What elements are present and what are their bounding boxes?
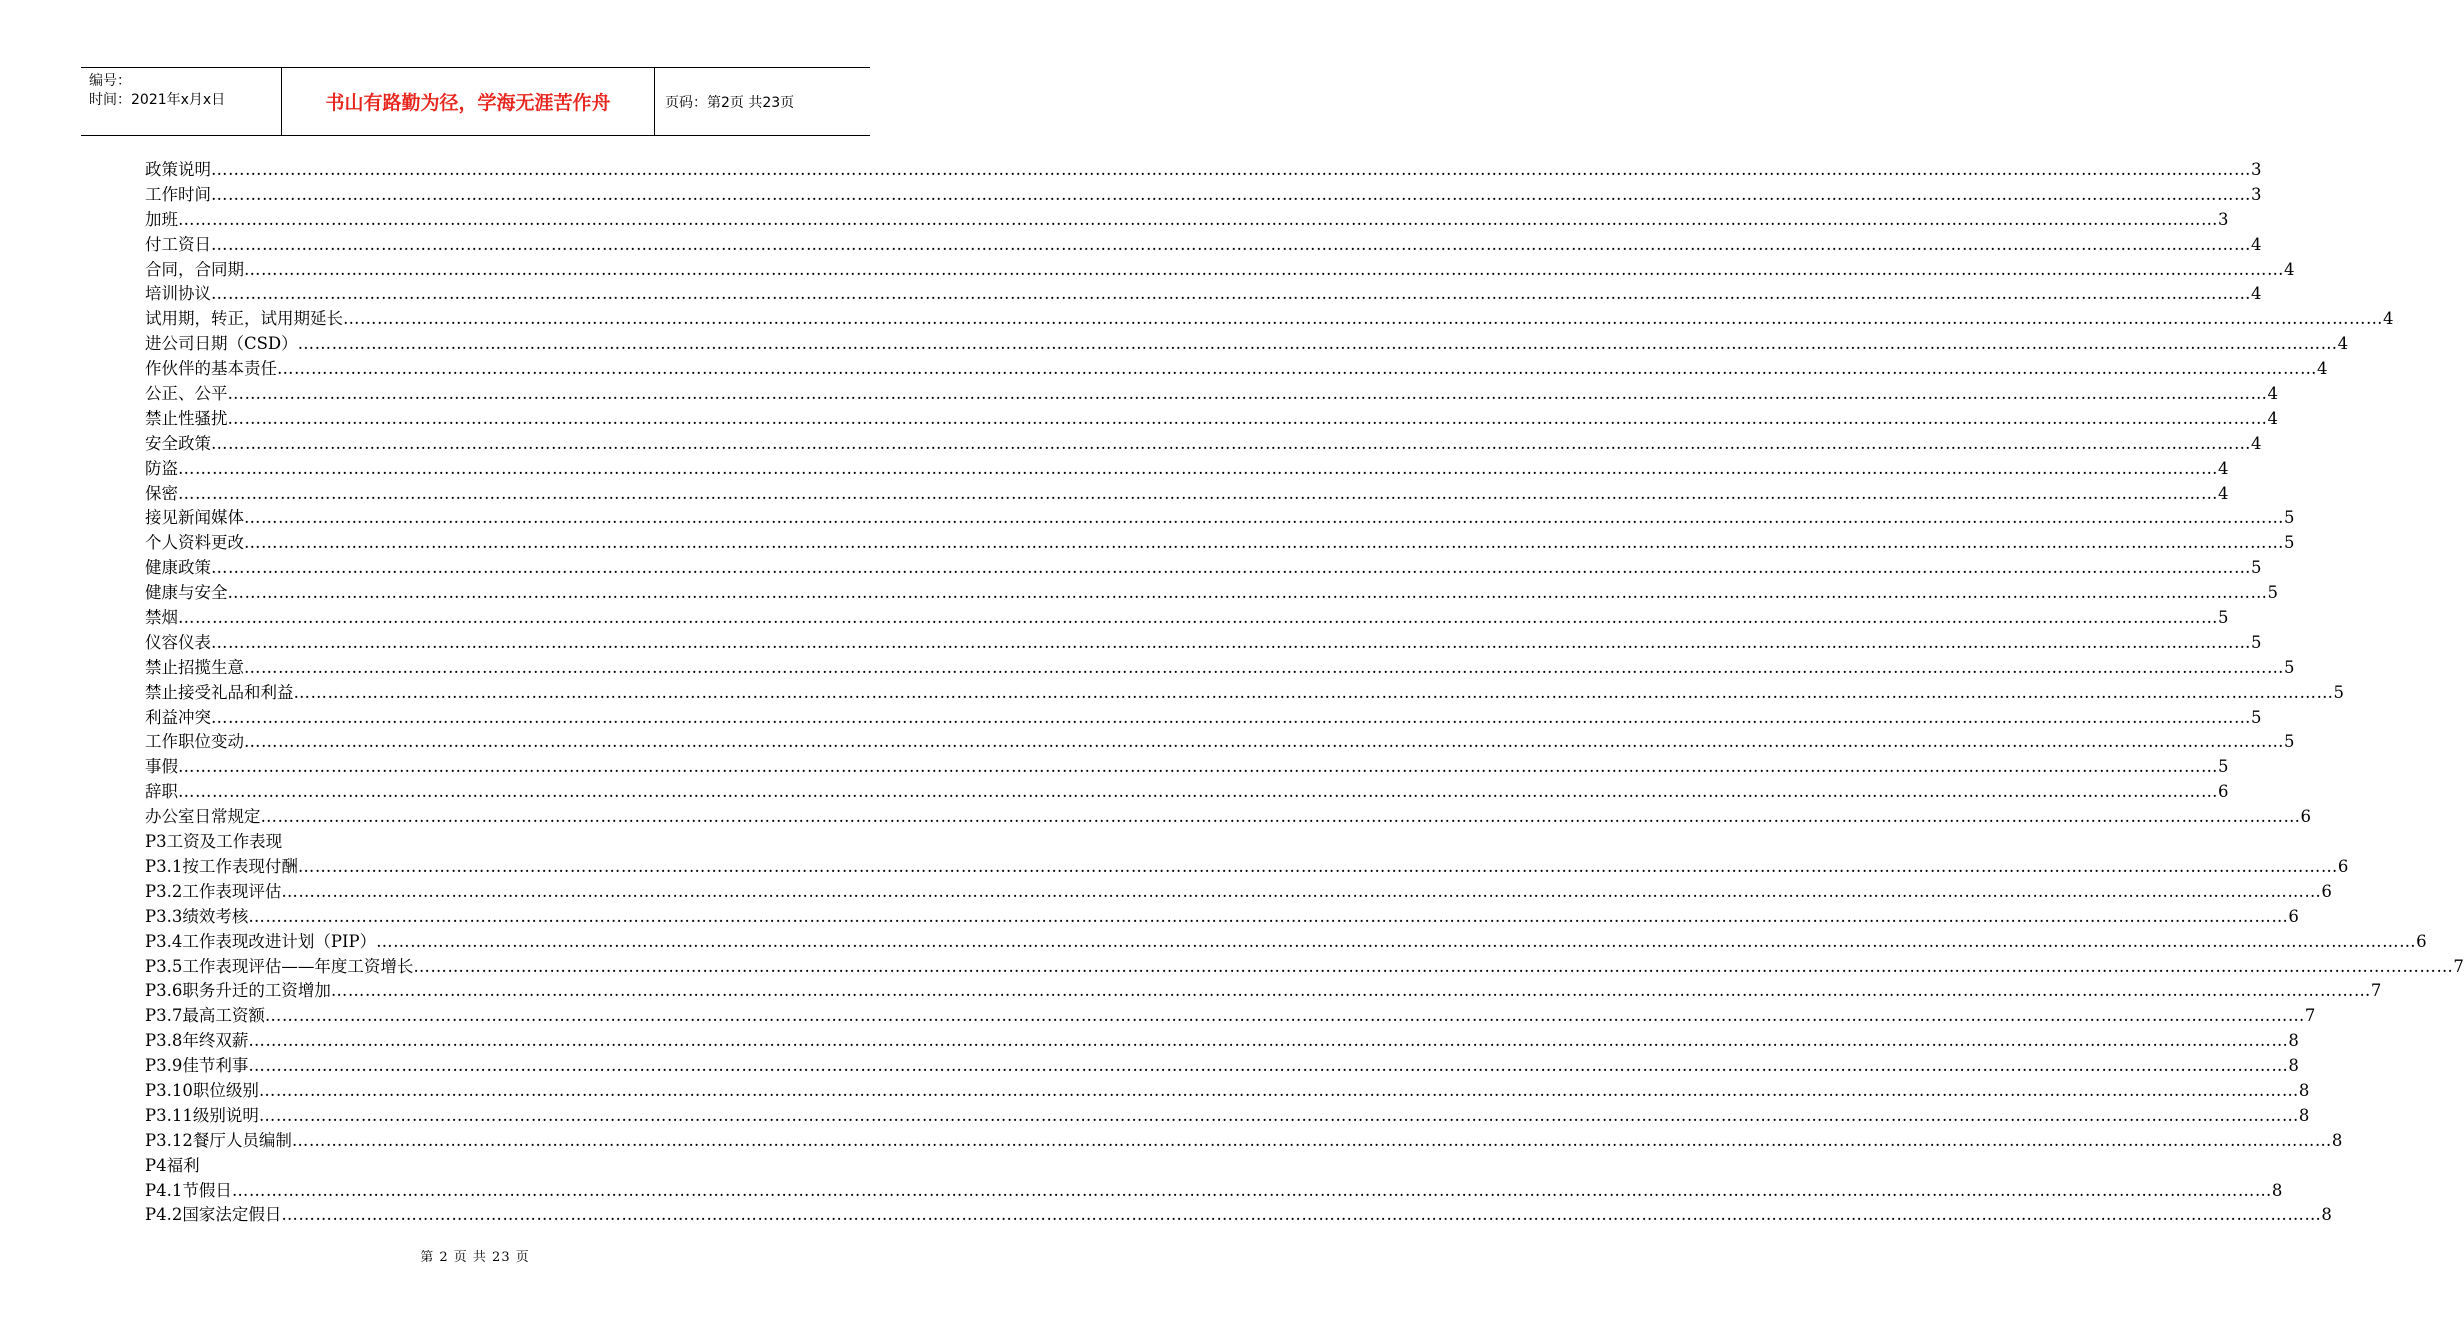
toc-page-number: 3 bbox=[2251, 160, 2262, 179]
toc-entry bbox=[145, 681, 2344, 706]
toc-leader-dots: ……………………………………………………………………………………………………………………………………………………………………………………………………………………………………………………………………………………………………………………………… bbox=[281, 881, 2322, 901]
toc-entry-label: 个人资料更改 bbox=[145, 533, 244, 553]
toc-leader-dots: ……………………………………………………………………………………………………………………………………………………………………………………………………………………………………………………………………………………………………………………………… bbox=[178, 209, 2218, 229]
toc-page-number: 6 bbox=[2218, 782, 2229, 802]
toc-page-number: 5 bbox=[2284, 732, 2295, 752]
toc-leader-dots: ……………………………………………………………………………………………………………………………………………………………………………………………………………………………………………………………………………………………………………………………… bbox=[291, 1130, 2332, 1150]
toc-entry bbox=[145, 1004, 2316, 1029]
toc-entry bbox=[145, 979, 2382, 1004]
toc-entry bbox=[145, 482, 2229, 507]
toc-leader-dots: ……………………………………………………………………………………………………………………………………………………………………………………………………………………………………………………………………………………………………………………………… bbox=[211, 558, 2251, 578]
toc-entry bbox=[145, 382, 2278, 407]
toc-leader-dots: ……………………………………………………………………………………………………………………………………………………………………………………………………………………………………………………………………………………………………………………………… bbox=[277, 359, 2317, 379]
toc-page-number: 8 bbox=[2298, 1080, 2310, 1100]
toc-entry bbox=[145, 357, 2328, 382]
toc-leader-dots: ……………………………………………………………………………………………………………………………………………………………………………………………………………………………………………………………………………………………………………………………… bbox=[227, 384, 2268, 404]
toc-entry-label: P3.7最高工资额 bbox=[145, 1006, 265, 1026]
toc-leader-dots: ……………………………………………………………………………………………………………………………………………………………………………………………………………………………………………………………………………………………………………………………… bbox=[211, 707, 2251, 727]
toc-leader-dots: ……………………………………………………………………………………………………………………………………………………………………………………………………………………………………………………………………………………………………………………………… bbox=[260, 807, 2301, 827]
toc-entry bbox=[145, 233, 2262, 258]
toc-page-number: 8 bbox=[2298, 1105, 2310, 1125]
toc-page-number: 4 bbox=[2337, 334, 2349, 354]
header-motto: 书山有路勤为径，学海无涯苦作舟 bbox=[282, 68, 655, 135]
toc-leader-dots: ……………………………………………………………………………………………………………………………………………………………………………………………………………………………………………………………………………………………………………………………… bbox=[413, 956, 2454, 976]
toc-page-number: 5 bbox=[2333, 682, 2344, 702]
toc-heading-label: P3工资及工作表现 bbox=[145, 832, 283, 852]
toc-leader-dots: ……………………………………………………………………………………………………………………………………………………………………………………………………………………………………………………………………………………………………………………………… bbox=[244, 259, 2284, 279]
toc-entry bbox=[145, 706, 2262, 731]
toc-leader-dots: ……………………………………………………………………………………………………………………………………………………………………………………………………………………………………………………………………………………………………………………………… bbox=[211, 632, 2251, 652]
toc-entry bbox=[145, 258, 2295, 283]
toc-entry-label: P3.3绩效考核 bbox=[145, 906, 249, 926]
toc-page-number: 4 bbox=[2284, 259, 2295, 279]
toc-entry-label: P3.2工作表现评估 bbox=[145, 881, 282, 901]
toc-entry bbox=[145, 208, 2229, 233]
toc-entry-label: 健康与安全 bbox=[145, 583, 228, 603]
toc-page-number: 5 bbox=[2284, 508, 2295, 528]
toc-page-number: 4 bbox=[2267, 408, 2278, 428]
toc-leader-dots: ……………………………………………………………………………………………………………………………………………………………………………………………………………………………………………………………………………………………………………………………… bbox=[211, 433, 2251, 453]
toc-entry bbox=[145, 1054, 2299, 1079]
toc-entry-label: 仪容仪表 bbox=[145, 632, 211, 652]
toc-entry-label: P3.4工作表现改进计划（PIP） bbox=[145, 931, 377, 951]
toc-entry-label: P3.6职务升迁的工资增加 bbox=[145, 981, 331, 1001]
toc-entry bbox=[145, 780, 2229, 805]
header-meta bbox=[81, 68, 282, 135]
toc-entry-label: P3.12餐厅人员编制 bbox=[145, 1130, 292, 1150]
toc-page-number: 4 bbox=[2317, 359, 2328, 379]
toc-entry-label: 禁止性骚扰 bbox=[145, 408, 228, 428]
toc-leader-dots: ……………………………………………………………………………………………………………………………………………………………………………………………………………………………………………………………………………………………………………………………… bbox=[297, 856, 2338, 876]
toc-entry bbox=[145, 531, 2295, 556]
toc-entry-label: 辞职 bbox=[145, 782, 178, 802]
toc-page-number: 4 bbox=[2218, 458, 2229, 478]
toc-entry-label: P3.10职位级别 bbox=[145, 1080, 259, 1100]
toc-page-number: 5 bbox=[2218, 757, 2229, 777]
toc-page-number: 8 bbox=[2288, 1056, 2299, 1076]
toc-entry-label: 工作时间 bbox=[145, 184, 211, 204]
toc-page-number: 5 bbox=[2284, 657, 2295, 677]
toc-page-number: 4 bbox=[2251, 234, 2262, 254]
toc-entry-label: 禁止招揽生意 bbox=[145, 657, 244, 677]
toc-leader-dots: ……………………………………………………………………………………………………………………………………………………………………………………………………………………………………………………………………………………………………………………………… bbox=[297, 334, 2338, 354]
toc-page-number: 6 bbox=[2288, 906, 2299, 926]
toc-entry bbox=[145, 581, 2278, 606]
toc-leader-dots: ……………………………………………………………………………………………………………………………………………………………………………………………………………………………………………………………………………………………………………………………… bbox=[178, 608, 2218, 628]
toc-leader-dots: ……………………………………………………………………………………………………………………………………………………………………………………………………………………………………………………………………………………………………………………………… bbox=[227, 583, 2268, 603]
toc-leader-dots: ……………………………………………………………………………………………………………………………………………………………………………………………………………………………………………………………………………………………………………………………… bbox=[244, 533, 2284, 553]
toc-page-number: 3 bbox=[2218, 209, 2229, 229]
toc-entry-label: P4.2国家法定假日 bbox=[145, 1205, 282, 1225]
toc-leader-dots: ……………………………………………………………………………………………………………………………………………………………………………………………………………………………………………………………………………………………………………………………… bbox=[330, 981, 2371, 1001]
toc-leader-dots: ……………………………………………………………………………………………………………………………………………………………………………………………………………………………………………………………………………………………………………………………… bbox=[244, 508, 2284, 528]
toc-entry bbox=[145, 506, 2295, 531]
number-label: 编号： bbox=[89, 73, 131, 89]
toc-entry-label: 安全政策 bbox=[145, 433, 211, 453]
toc-leader-dots: ……………………………………………………………………………………………………………………………………………………………………………………………………………………………………………………………………………………………………………………………… bbox=[293, 682, 2334, 702]
toc-entry-label: P3.11级别说明 bbox=[145, 1105, 259, 1125]
toc-heading-label: P4福利 bbox=[145, 1155, 200, 1175]
page-footer: 第 2 页 共 23 页 bbox=[420, 1250, 530, 1265]
toc-leader-dots: ……………………………………………………………………………………………………………………………………………………………………………………………………………………………………………………………………………………………………………………………… bbox=[258, 1105, 2299, 1125]
toc-entry-label: 政策说明 bbox=[145, 160, 211, 179]
toc-entry-label: 付工资日 bbox=[145, 234, 211, 254]
toc-entry-label: P3.5工作表现评估——年度工资增长 bbox=[145, 956, 414, 976]
toc-leader-dots: ……………………………………………………………………………………………………………………………………………………………………………………………………………………………………………………………………………………………………………………………… bbox=[178, 757, 2218, 777]
toc-entry bbox=[145, 1129, 2343, 1154]
toc-page-number: 6 bbox=[2321, 881, 2332, 901]
toc-leader-dots: ……………………………………………………………………………………………………………………………………………………………………………………………………………………………………………………………………………………………………………………………… bbox=[248, 906, 2289, 926]
toc-entry bbox=[145, 656, 2295, 681]
toc-page-number: 4 bbox=[2251, 284, 2262, 304]
toc-leader-dots: ……………………………………………………………………………………………………………………………………………………………………………………………………………………………………………………………………………………………………………………………… bbox=[211, 160, 2251, 179]
toc-entry bbox=[145, 1079, 2310, 1104]
toc-page-number: 8 bbox=[2321, 1205, 2332, 1225]
toc-entry bbox=[145, 1104, 2310, 1129]
toc-leader-dots: ……………………………………………………………………………………………………………………………………………………………………………………………………………………………………………………………………………………………………………………………… bbox=[248, 1031, 2289, 1051]
toc-entry bbox=[145, 457, 2229, 482]
toc-entry bbox=[145, 407, 2278, 432]
toc-page-number: 5 bbox=[2267, 583, 2278, 603]
toc-entry-label: 作伙伴的基本责任 bbox=[145, 359, 277, 379]
toc-entry bbox=[145, 556, 2262, 581]
toc-page-number: 3 bbox=[2251, 184, 2262, 204]
toc-leader-dots: ……………………………………………………………………………………………………………………………………………………………………………………………………………………………………………………………………………………………………………………………… bbox=[281, 1205, 2322, 1225]
header-page-info: 页码：第2页 共23页 bbox=[665, 94, 795, 111]
toc-entry-label: 公正、公平 bbox=[145, 384, 228, 404]
toc-leader-dots: ……………………………………………………………………………………………………………………………………………………………………………………………………………………………………………………………………………………………………………………………… bbox=[343, 309, 2383, 329]
toc-page-number: 6 bbox=[2337, 856, 2349, 876]
toc-page-number: 5 bbox=[2251, 632, 2262, 652]
toc-entry-label: 工作职位变动 bbox=[145, 732, 244, 752]
page-header bbox=[81, 67, 870, 136]
toc-page-number: 6 bbox=[2416, 931, 2427, 951]
toc-entry bbox=[145, 955, 2464, 980]
toc-entry bbox=[145, 1029, 2299, 1054]
toc-page-number: 8 bbox=[2288, 1031, 2299, 1051]
toc-entry bbox=[145, 307, 2394, 332]
toc-leader-dots: ……………………………………………………………………………………………………………………………………………………………………………………………………………………………………………………………………………………………………………………………… bbox=[211, 284, 2251, 304]
toc-entry-label: 事假 bbox=[145, 757, 178, 777]
toc-leader-dots: ……………………………………………………………………………………………………………………………………………………………………………………………………………………………………………………………………………………………………………………………… bbox=[244, 657, 2284, 677]
toc-leader-dots: ……………………………………………………………………………………………………………………………………………………………………………………………………………………………………………………………………………………………………………………………… bbox=[178, 483, 2218, 503]
toc-entry bbox=[145, 1179, 2283, 1204]
toc-entry bbox=[145, 432, 2262, 457]
toc-entry-label: 合同，合同期 bbox=[145, 259, 244, 279]
toc-page-number: 7 bbox=[2370, 981, 2382, 1001]
toc-entry bbox=[145, 805, 2311, 830]
toc-page-number: 7 bbox=[2304, 1006, 2316, 1026]
toc-entry bbox=[145, 1203, 2332, 1228]
toc-page-number: 4 bbox=[2267, 384, 2278, 404]
toc-page-number: 4 bbox=[2383, 309, 2394, 329]
toc-entry bbox=[145, 158, 2262, 183]
toc-leader-dots: ……………………………………………………………………………………………………………………………………………………………………………………………………………………………………………………………………………………………………………………………… bbox=[248, 1056, 2289, 1076]
toc-leader-dots: ……………………………………………………………………………………………………………………………………………………………………………………………………………………………………………………………………………………………………………………………… bbox=[178, 782, 2218, 802]
toc-leader-dots: ……………………………………………………………………………………………………………………………………………………………………………………………………………………………………………………………………………………………………………………………… bbox=[211, 234, 2251, 254]
toc-leader-dots: ……………………………………………………………………………………………………………………………………………………………………………………………………………………………………………………………………………………………………………………………… bbox=[227, 408, 2268, 428]
toc-page-number: 5 bbox=[2218, 608, 2229, 628]
toc-page-number: 5 bbox=[2284, 533, 2295, 553]
toc-leader-dots: ……………………………………………………………………………………………………………………………………………………………………………………………………………………………………………………………………………………………………………………………… bbox=[264, 1006, 2305, 1026]
toc-page-number: 5 bbox=[2251, 707, 2262, 727]
toc-entry-label: P3.1按工作表现付酬 bbox=[145, 856, 298, 876]
toc-entry-label: 利益冲突 bbox=[145, 707, 211, 727]
toc-entry-label: 禁烟 bbox=[145, 608, 178, 628]
toc-page-number: 8 bbox=[2331, 1130, 2343, 1150]
toc-page-number: 7 bbox=[2453, 956, 2464, 976]
toc-entry bbox=[145, 855, 2349, 880]
toc-page-number: 4 bbox=[2251, 433, 2262, 453]
toc-leader-dots: ……………………………………………………………………………………………………………………………………………………………………………………………………………………………………………………………………………………………………………………………… bbox=[231, 1180, 2272, 1200]
toc-entry-label: P3.8年终双薪 bbox=[145, 1031, 249, 1051]
toc-leader-dots: ……………………………………………………………………………………………………………………………………………………………………………………………………………………………………………………………………………………………………………………………… bbox=[376, 931, 2417, 951]
table-of-contents bbox=[145, 158, 2464, 1228]
toc-entry-label: 办公室日常规定 bbox=[145, 807, 261, 827]
toc-page-number: 6 bbox=[2300, 807, 2311, 827]
toc-entry bbox=[145, 332, 2349, 357]
toc-entry bbox=[145, 183, 2262, 208]
toc-entry-label: 保密 bbox=[145, 483, 178, 503]
toc-entry bbox=[145, 755, 2229, 780]
toc-entry-label: 接见新闻媒体 bbox=[145, 508, 244, 528]
toc-section-heading bbox=[145, 1154, 785, 1179]
toc-entry-label: P3.9佳节利事 bbox=[145, 1056, 249, 1076]
toc-page-number: 5 bbox=[2251, 558, 2262, 578]
toc-entry bbox=[145, 631, 2262, 656]
toc-leader-dots: ……………………………………………………………………………………………………………………………………………………………………………………………………………………………………………………………………………………………………………………………… bbox=[244, 732, 2284, 752]
toc-leader-dots: ……………………………………………………………………………………………………………………………………………………………………………………………………………………………………………………………………………………………………………………………… bbox=[211, 184, 2251, 204]
toc-entry bbox=[145, 880, 2332, 905]
toc-page-number: 8 bbox=[2271, 1180, 2283, 1200]
toc-entry bbox=[145, 930, 2427, 955]
time-label: 时间：2021年x月x日 bbox=[89, 92, 226, 108]
toc-entry-label: 禁止接受礼品和利益 bbox=[145, 682, 294, 702]
toc-entry-label: 试用期，转正，试用期延长 bbox=[145, 309, 343, 329]
toc-entry-label: 培训协议 bbox=[145, 284, 211, 304]
toc-entry-label: 加班 bbox=[145, 209, 178, 229]
toc-entry bbox=[145, 730, 2295, 755]
toc-page-number: 4 bbox=[2218, 483, 2229, 503]
toc-section-heading bbox=[145, 830, 785, 855]
toc-entry bbox=[145, 282, 2262, 307]
toc-leader-dots: ……………………………………………………………………………………………………………………………………………………………………………………………………………………………………………………………………………………………………………………………… bbox=[178, 458, 2218, 478]
toc-entry bbox=[145, 905, 2299, 930]
toc-entry-label: 健康政策 bbox=[145, 558, 211, 578]
toc-entry-label: 进公司日期（CSD） bbox=[145, 334, 298, 354]
toc-entry-label: P4.1节假日 bbox=[145, 1180, 232, 1200]
toc-entry bbox=[145, 606, 2229, 631]
toc-entry-label: 防盗 bbox=[145, 458, 178, 478]
toc-leader-dots: ……………………………………………………………………………………………………………………………………………………………………………………………………………………………………………………………………………………………………………………………… bbox=[258, 1080, 2299, 1100]
